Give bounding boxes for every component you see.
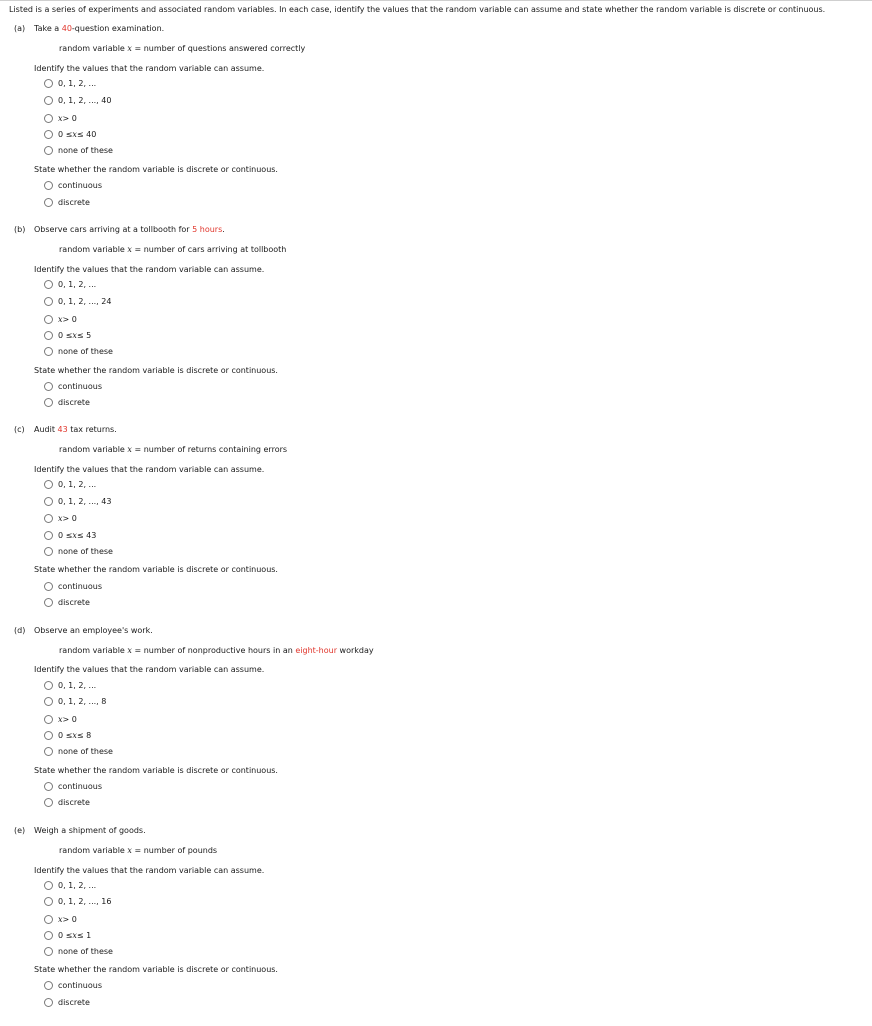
radio-button[interactable] bbox=[44, 347, 53, 356]
option-none[interactable] bbox=[44, 945, 113, 957]
option-label: discrete bbox=[58, 997, 90, 1007]
rv-description-highlight: eight-hour bbox=[295, 646, 337, 655]
option-range[interactable] bbox=[44, 729, 91, 741]
radio-button[interactable] bbox=[44, 998, 53, 1007]
option-label-right: ≤ 8 bbox=[76, 730, 92, 740]
option-label: discrete bbox=[58, 797, 90, 807]
part-b-experiment bbox=[14, 225, 225, 234]
part-e bbox=[0, 826, 872, 1026]
variable-definition bbox=[59, 646, 374, 655]
identify-question: Identify the values that the random variable can assume. bbox=[34, 64, 265, 73]
radio-button[interactable] bbox=[44, 731, 53, 740]
option-greater-than-zero[interactable] bbox=[44, 913, 77, 925]
option-var: x bbox=[58, 113, 63, 123]
part-b bbox=[0, 225, 872, 425]
option-none[interactable] bbox=[44, 545, 113, 557]
option-none[interactable] bbox=[44, 345, 113, 357]
radio-button[interactable] bbox=[44, 897, 53, 906]
option-sequence[interactable] bbox=[44, 679, 96, 691]
experiment-highlight: 43 bbox=[57, 425, 68, 434]
option-var: x bbox=[72, 330, 77, 340]
part-c bbox=[0, 425, 872, 625]
option-var: x bbox=[72, 730, 77, 740]
rv-prefix: random variable bbox=[59, 245, 128, 254]
radio-button[interactable] bbox=[44, 398, 53, 407]
option-sequence[interactable] bbox=[44, 278, 96, 290]
option-var: x bbox=[58, 314, 63, 324]
rv-symbol: x bbox=[127, 245, 132, 254]
variable-definition bbox=[59, 245, 286, 254]
radio-button[interactable] bbox=[44, 315, 53, 324]
rv-description: number of nonproductive hours in an bbox=[143, 646, 296, 655]
experiment-text-end: tax returns. bbox=[67, 425, 117, 434]
option-range[interactable] bbox=[44, 128, 96, 140]
part-label: (b) bbox=[14, 225, 26, 234]
option-label-right: ≤ 43 bbox=[76, 530, 97, 540]
rv-equals: = bbox=[131, 245, 144, 254]
option-label: 0, 1, 2, ..., 40 bbox=[58, 95, 112, 105]
radio-button[interactable] bbox=[44, 331, 53, 340]
option-continuous[interactable] bbox=[44, 179, 102, 191]
radio-button[interactable] bbox=[44, 79, 53, 88]
option-discrete[interactable] bbox=[44, 796, 90, 808]
option-label: > 0 bbox=[62, 314, 77, 324]
rv-equals: = bbox=[131, 646, 144, 655]
option-label: discrete bbox=[58, 197, 90, 207]
option-label: 0, 1, 2, ... bbox=[58, 479, 97, 489]
option-continuous[interactable] bbox=[44, 780, 102, 792]
experiment-text-end: -question examination. bbox=[71, 24, 165, 33]
radio-button[interactable] bbox=[44, 96, 53, 105]
part-label: (e) bbox=[14, 826, 26, 835]
option-label: none of these bbox=[58, 946, 113, 956]
rv-description: number of cars arriving at tollbooth bbox=[143, 245, 287, 254]
option-label: continuous bbox=[58, 980, 102, 990]
rv-prefix: random variable bbox=[59, 44, 128, 53]
option-label: 0, 1, 2, ... bbox=[58, 880, 97, 890]
option-discrete[interactable] bbox=[44, 596, 90, 608]
option-label: 0, 1, 2, ... bbox=[58, 279, 97, 289]
part-a-experiment bbox=[14, 24, 164, 33]
option-label: continuous bbox=[58, 381, 102, 391]
identify-question: Identify the values that the random variable can assume. bbox=[34, 665, 265, 674]
rv-equals: = bbox=[131, 846, 144, 855]
option-continuous[interactable] bbox=[44, 979, 102, 991]
instructions: Listed is a series of experiments and associated random variables. In each case, identify the values that the random variable can assume and state whether the random variable is discrete or continuous. bbox=[9, 5, 826, 14]
option-label-right: ≤ 1 bbox=[76, 930, 92, 940]
option-var: x bbox=[58, 513, 63, 523]
rv-description: number of returns containing errors bbox=[143, 445, 288, 454]
part-d bbox=[0, 626, 872, 826]
option-finite-sequence[interactable] bbox=[44, 495, 111, 507]
option-label: continuous bbox=[58, 180, 102, 190]
variable-definition bbox=[59, 846, 217, 855]
option-discrete[interactable] bbox=[44, 396, 90, 408]
option-discrete[interactable] bbox=[44, 996, 90, 1008]
radio-button[interactable] bbox=[44, 598, 53, 607]
radio-button[interactable] bbox=[44, 514, 53, 523]
radio-button[interactable] bbox=[44, 747, 53, 756]
part-label: (c) bbox=[14, 425, 25, 434]
option-label: > 0 bbox=[62, 513, 77, 523]
option-label: none of these bbox=[58, 346, 113, 356]
rv-prefix: random variable bbox=[59, 646, 128, 655]
radio-button[interactable] bbox=[44, 798, 53, 807]
option-greater-than-zero[interactable] bbox=[44, 313, 77, 325]
rv-equals: = bbox=[131, 445, 144, 454]
option-label: none of these bbox=[58, 546, 113, 556]
rv-symbol: x bbox=[127, 846, 132, 855]
option-label: none of these bbox=[58, 746, 113, 756]
radio-button[interactable] bbox=[44, 697, 53, 706]
option-none[interactable] bbox=[44, 745, 113, 757]
option-sequence[interactable] bbox=[44, 77, 96, 89]
radio-button[interactable] bbox=[44, 497, 53, 506]
experiment-text: Audit bbox=[34, 425, 58, 434]
radio-button[interactable] bbox=[44, 715, 53, 724]
option-continuous[interactable] bbox=[44, 380, 102, 392]
option-var: x bbox=[72, 930, 77, 940]
radio-button[interactable] bbox=[44, 915, 53, 924]
state-question: State whether the random variable is discrete or continuous. bbox=[34, 366, 278, 375]
rv-description-end: workday bbox=[336, 646, 374, 655]
variable-definition bbox=[59, 44, 305, 53]
option-label: none of these bbox=[58, 145, 113, 155]
option-label-left: 0 ≤ bbox=[58, 530, 73, 540]
option-range[interactable] bbox=[44, 529, 96, 541]
experiment-text: Take a bbox=[34, 24, 62, 33]
part-label: (d) bbox=[14, 626, 26, 635]
radio-button[interactable] bbox=[44, 981, 53, 990]
option-finite-sequence[interactable] bbox=[44, 295, 111, 307]
option-var: x bbox=[58, 914, 63, 924]
experiment-text-end: . bbox=[222, 225, 225, 234]
option-var: x bbox=[58, 714, 63, 724]
option-label: 0, 1, 2, ..., 24 bbox=[58, 296, 112, 306]
part-c-experiment bbox=[14, 425, 117, 434]
option-label: > 0 bbox=[62, 914, 77, 924]
rv-symbol: x bbox=[127, 44, 132, 53]
option-label: > 0 bbox=[62, 113, 77, 123]
radio-button[interactable] bbox=[44, 280, 53, 289]
rv-description: number of questions answered correctly bbox=[143, 44, 306, 53]
radio-button[interactable] bbox=[44, 947, 53, 956]
option-greater-than-zero[interactable] bbox=[44, 112, 77, 124]
option-finite-sequence[interactable] bbox=[44, 94, 111, 106]
radio-button[interactable] bbox=[44, 531, 53, 540]
experiment-text: Observe an employee's work. bbox=[34, 626, 153, 635]
option-discrete[interactable] bbox=[44, 196, 90, 208]
radio-button[interactable] bbox=[44, 198, 53, 207]
option-sequence[interactable] bbox=[44, 478, 96, 490]
option-label-left: 0 ≤ bbox=[58, 330, 73, 340]
option-none[interactable] bbox=[44, 144, 113, 156]
identify-question: Identify the values that the random variable can assume. bbox=[34, 265, 265, 274]
rv-equals: = bbox=[131, 44, 144, 53]
option-label-left: 0 ≤ bbox=[58, 930, 73, 940]
rv-prefix: random variable bbox=[59, 445, 128, 454]
part-d-experiment bbox=[14, 626, 153, 635]
radio-button[interactable] bbox=[44, 297, 53, 306]
option-label: 0, 1, 2, ..., 43 bbox=[58, 496, 112, 506]
option-var: x bbox=[72, 530, 77, 540]
option-label-right: ≤ 40 bbox=[76, 129, 97, 139]
radio-button[interactable] bbox=[44, 931, 53, 940]
option-label: 0, 1, 2, ..., 16 bbox=[58, 896, 112, 906]
radio-button[interactable] bbox=[44, 480, 53, 489]
option-range[interactable] bbox=[44, 929, 91, 941]
radio-button[interactable] bbox=[44, 782, 53, 791]
option-label: continuous bbox=[58, 781, 102, 791]
option-label: discrete bbox=[58, 397, 90, 407]
state-question: State whether the random variable is discrete or continuous. bbox=[34, 565, 278, 574]
state-question: State whether the random variable is discrete or continuous. bbox=[34, 766, 278, 775]
option-greater-than-zero[interactable] bbox=[44, 512, 77, 524]
part-e-experiment bbox=[14, 826, 146, 835]
radio-button[interactable] bbox=[44, 181, 53, 190]
variable-definition bbox=[59, 445, 287, 454]
option-label-left: 0 ≤ bbox=[58, 730, 73, 740]
radio-button[interactable] bbox=[44, 114, 53, 123]
part-label: (a) bbox=[14, 24, 26, 33]
rv-symbol: x bbox=[127, 646, 132, 655]
radio-button[interactable] bbox=[44, 130, 53, 139]
option-continuous[interactable] bbox=[44, 580, 102, 592]
identify-question: Identify the values that the random variable can assume. bbox=[34, 866, 265, 875]
identify-question: Identify the values that the random variable can assume. bbox=[34, 465, 265, 474]
option-sequence[interactable] bbox=[44, 879, 96, 891]
option-finite-sequence[interactable] bbox=[44, 695, 106, 707]
radio-button[interactable] bbox=[44, 146, 53, 155]
radio-button[interactable] bbox=[44, 681, 53, 690]
experiment-highlight: 40 bbox=[61, 24, 72, 33]
option-label: 0, 1, 2, ... bbox=[58, 78, 97, 88]
option-range[interactable] bbox=[44, 329, 91, 341]
part-a bbox=[0, 24, 872, 224]
option-finite-sequence[interactable] bbox=[44, 895, 111, 907]
option-label: > 0 bbox=[62, 714, 77, 724]
experiment-highlight: 5 hours bbox=[192, 225, 223, 234]
option-var: x bbox=[72, 129, 77, 139]
radio-button[interactable] bbox=[44, 382, 53, 391]
rv-symbol: x bbox=[127, 445, 132, 454]
state-question: State whether the random variable is discrete or continuous. bbox=[34, 965, 278, 974]
rv-description: number of pounds bbox=[143, 846, 218, 855]
option-label: 0, 1, 2, ... bbox=[58, 680, 97, 690]
top-divider bbox=[0, 0, 872, 1]
radio-button[interactable] bbox=[44, 582, 53, 591]
radio-button[interactable] bbox=[44, 881, 53, 890]
rv-prefix: random variable bbox=[59, 846, 128, 855]
option-label: continuous bbox=[58, 581, 102, 591]
experiment-text: Weigh a shipment of goods. bbox=[34, 826, 146, 835]
option-label: discrete bbox=[58, 597, 90, 607]
experiment-text: Observe cars arriving at a tollbooth for bbox=[34, 225, 193, 234]
option-label-right: ≤ 5 bbox=[76, 330, 92, 340]
state-question: State whether the random variable is discrete or continuous. bbox=[34, 165, 278, 174]
option-label-left: 0 ≤ bbox=[58, 129, 73, 139]
option-label: 0, 1, 2, ..., 8 bbox=[58, 696, 107, 706]
radio-button[interactable] bbox=[44, 547, 53, 556]
option-greater-than-zero[interactable] bbox=[44, 713, 77, 725]
